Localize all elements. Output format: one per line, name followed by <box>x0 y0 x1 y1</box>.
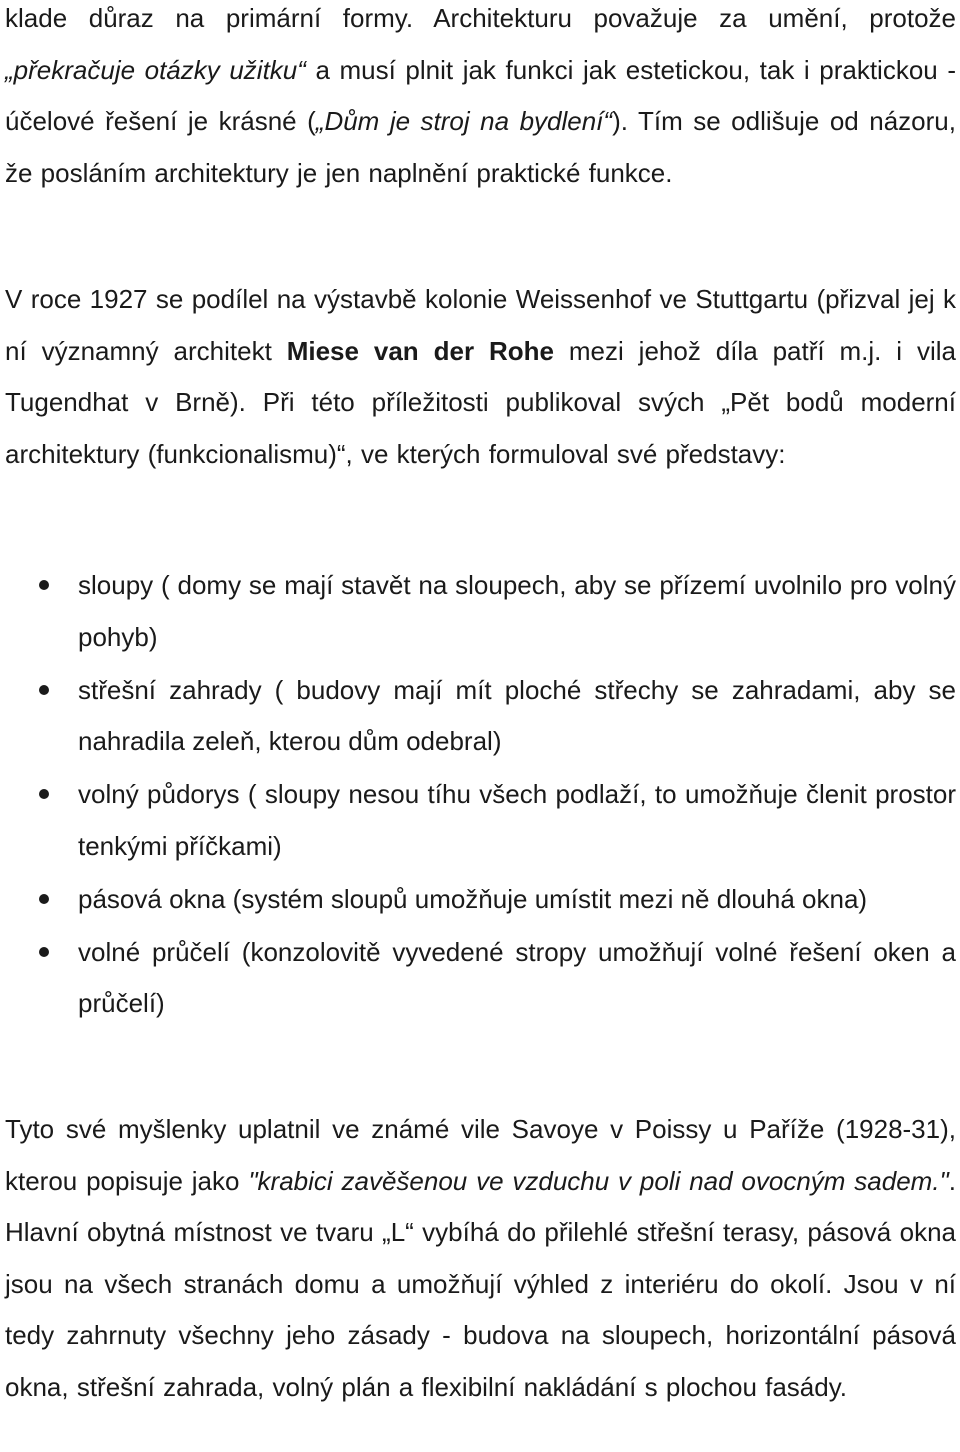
paragraph1-quote-machine: „Dům je stroj na bydlení“ <box>315 106 613 136</box>
paragraph1-text-b: a musí plnit jak funkci jak estetickou, tak i praktickou - účelové řešení je krásné ( <box>5 54 956 136</box>
list-item-text: sloupy ( domy se mají stavět na sloupech, aby se přízemí uvolnilo pro volný pohyb) <box>78 570 956 652</box>
list-item-text: pásová okna (systém sloupů umožňuje umístit mezi ně dlouhá okna) <box>78 883 868 914</box>
list-item-text: střešní zahrady ( budovy mají mít ploché střechy se zahradami, aby se nahradila zeleň, kterou dům odebral) <box>78 674 956 756</box>
bullet-icon <box>39 789 49 799</box>
list-item <box>5 665 956 768</box>
list-item <box>5 769 956 872</box>
five-points-list <box>5 560 956 1031</box>
paragraph3-quote-box: "krabici zavěšenou ve vzduchu v poli nad ovocným sadem." <box>248 1165 949 1196</box>
paragraph-villa-savoye <box>5 1104 956 1413</box>
paragraph3-text-b: . Hlavní obytná místnost ve tvaru „L“ vybíhá do přilehlé střešní terasy, pásová okna jsou na všech stranách domu a umožňují výhled z interiéru do okolí. Jsou v ní tedy zahrnuty všechny jeho zásady - budova na sloupech, horizontální pásová okna, střešní zahrada, volný plán a flexibilní nakládání s plochou fasády. <box>5 1165 957 1402</box>
paragraph2-architect-name: Miese van der Rohe <box>286 335 554 366</box>
paragraph2-text-a: V roce 1927 se podílel na výstavbě kolonie Weissenhof ve Stuttgartu (přizval jej k ní významný architekt <box>5 284 956 366</box>
list-item <box>5 874 956 926</box>
paragraph2-text-b: mezi jehož díla patří m.j. i vila Tugendhat v Brně). Při této příležitosti publikoval svých „Pět bodů moderní architektury (funkcionalismu)“, ve kterých formuloval své představy: <box>5 335 956 469</box>
list-item <box>5 927 956 1030</box>
list-item <box>5 560 956 663</box>
bullet-icon <box>39 947 49 957</box>
paragraph-architecture-as-art <box>5 0 956 199</box>
bullet-icon <box>39 685 49 695</box>
bullet-icon <box>39 580 49 590</box>
paragraph3-text-a: Tyto své myšlenky uplatnil ve známé vile Savoye v Poissy u Paříže (1928-31), kterou popisuje jako <box>5 1114 956 1196</box>
paragraph-weissenhof <box>5 274 956 480</box>
bullet-icon <box>39 894 49 904</box>
list-item-text: volné průčelí (konzolovitě vyvedené stropy umožňují volné řešení oken a průčelí) <box>78 936 956 1018</box>
paragraph1-quote-utility: „překračuje otázky užitku“ <box>5 54 306 85</box>
list-item-text: volný půdorys ( sloupy nesou tíhu všech podlaží, to umožňuje členit prostor tenkými příčkami) <box>78 779 956 861</box>
paragraph1-text-a: klade důraz na primární formy. Architekturu považuje za umění, protože <box>5 3 956 33</box>
paragraph1-text-c: ). Tím se odlišuje od názoru, že posláním architektury je jen naplnění praktické funkce. <box>5 106 956 188</box>
